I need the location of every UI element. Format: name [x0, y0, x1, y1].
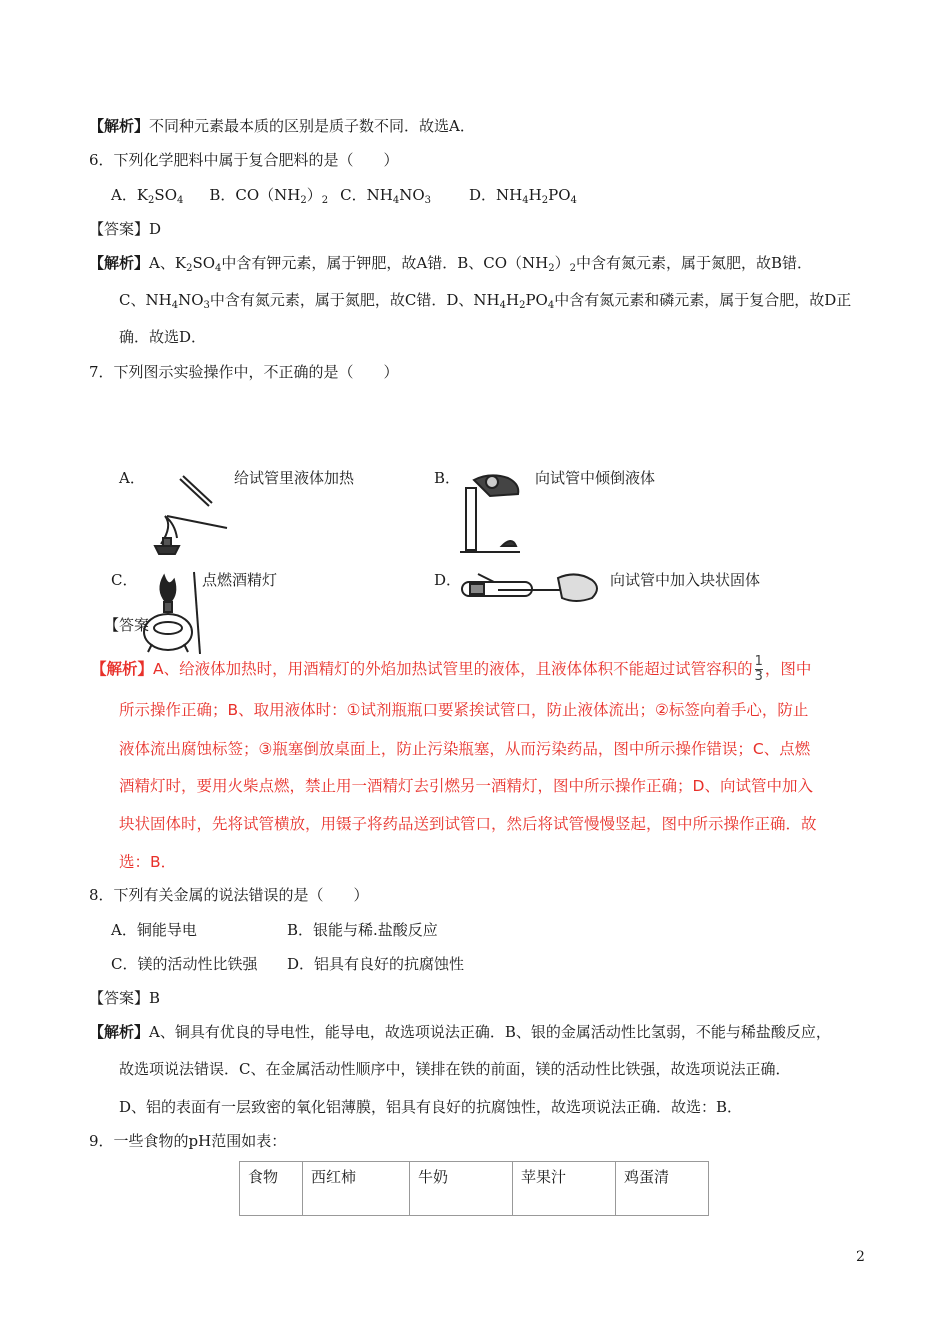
q7-option-b-letter: B．	[434, 469, 461, 487]
pouring-liquid-figure	[460, 466, 532, 556]
q6-analysis-line-1: 【解析】A、$K_2SO_4$中含有钾元素，属于钾肥，故A错．B、$CO(NH_2)_2$中含有氮元素，属于氮肥，故B错．	[89, 254, 813, 274]
table-row	[240, 1162, 709, 1216]
q7-analysis-line-5: 块状固体时，先将试管横放，用镊子将药品送到试管口，然后将试管慢慢竖起，图中所示操作正确．故	[119, 815, 817, 833]
q8-option-d: D．铝具有良好的抗腐蚀性	[287, 955, 465, 973]
adding-solid-figure	[458, 568, 608, 608]
q9-stem: 9．一些食物的pH范围如表：	[89, 1132, 287, 1150]
ph-table	[239, 1161, 709, 1216]
q8-analysis-line-3: D、铝的表面有一层致密的氧化铝薄膜，铝具有良好的抗腐蚀性，故选项说法正确．故选：B．	[119, 1098, 743, 1116]
q5-analysis: 【解析】不同种元素最本质的区别是质子数不同．故选A．	[89, 117, 475, 135]
table-cell: 食物	[240, 1162, 303, 1216]
q7-option-d-letter: D．	[434, 571, 462, 589]
q8-option-b: B．银能与稀.盐酸反应	[287, 921, 438, 939]
q6-analysis-line-3: 确．故选D．	[119, 328, 207, 346]
heating-test-tube-figure	[147, 466, 235, 556]
table-cell: 西红柿	[303, 1162, 410, 1216]
q7-option-a-letter: A．	[119, 469, 145, 487]
q6-analysis-line-2: C、$NH_4NO_3$中含有氮元素，属于氮肥，故C错．D、$NH_4H_2PO_4$中含有氮元素和磷元素，属于复合肥，故D正	[119, 291, 852, 311]
q7-analysis-line-2: 所示操作正确；B、取用液体时：①试剂瓶瓶口要紧挨试管口，防止液体流出；②标签向着手心，防止	[119, 701, 809, 719]
page-number: 2	[856, 1249, 865, 1265]
q8-stem: 8．下列有关金属的说法错误的是（ ）	[89, 886, 369, 904]
q8-analysis-line-2: 故选项说法错误．C、在金属活动性顺序中，镁排在铁的前面，镁的活动性比铁强，故选项说法正确．	[119, 1060, 791, 1078]
q6-stem: 6．下列化学肥料中属于复合肥料的是（ ）	[89, 151, 399, 169]
alcohol-lamp-figure	[138, 568, 202, 654]
q7-analysis-line-4: 酒精灯时，要用火柴点燃，禁止用一酒精灯去引燃另一酒精灯，图中所示操作正确；D、向试管中加入	[119, 777, 813, 795]
q6-option-b: B．$CO(NH_2)_2$	[209, 186, 329, 206]
one-third-fraction: $\frac{1}{3}$	[754, 654, 763, 684]
q8-option-c: C．镁的活动性比铁强	[111, 955, 258, 973]
table-cell: 苹果汁	[513, 1162, 616, 1216]
q6-option-c: C．$NH_4NO_3$	[340, 186, 432, 206]
q7-option-d-label: 向试管中加入块状固体	[610, 571, 761, 589]
q6-options	[111, 185, 577, 205]
q8-option-a: A．铜能导电	[111, 921, 197, 939]
q7-answer: 【答案	[104, 616, 150, 634]
q7-option-c-letter: C．	[111, 571, 138, 589]
table-cell: 鸡蛋清	[616, 1162, 709, 1216]
q8-analysis-line-1: 【解析】A、铜具有优良的导电性，能导电，故选项说法正确．B、银的金属活动性比氢弱，不能与稀盐酸反应，	[89, 1023, 831, 1041]
q6-answer: 【答案】D	[89, 220, 162, 238]
q6-option-d: D．$NH_4H_2PO_4$	[469, 186, 577, 206]
q8-answer: 【答案】B	[89, 989, 161, 1007]
q7-analysis-line-6: 选：B．	[119, 853, 177, 871]
table-cell: 牛奶	[410, 1162, 513, 1216]
q6-option-a: A．$K_2SO_4$	[111, 186, 184, 206]
q7-stem: 7．下列图示实验操作中，不正确的是（ ）	[89, 363, 399, 381]
q7-option-b-label: 向试管中倾倒液体	[535, 469, 656, 487]
q7-analysis-line-3: 液体流出腐蚀标签；③瓶塞倒放桌面上，防止污染瓶塞，从而污染药品，图中所示操作错误；C、点燃	[119, 740, 811, 758]
q7-option-a-label: 给试管里液体加热	[234, 469, 355, 487]
q7-analysis-line-1: 【解析】A、给液体加热时，用酒精灯的外焰加热试管里的液体，且液体体积不能超过试管容积的 $\frac{1}{3}$ ，图中	[91, 654, 812, 684]
q7-option-c-label: 点燃酒精灯	[202, 571, 278, 589]
